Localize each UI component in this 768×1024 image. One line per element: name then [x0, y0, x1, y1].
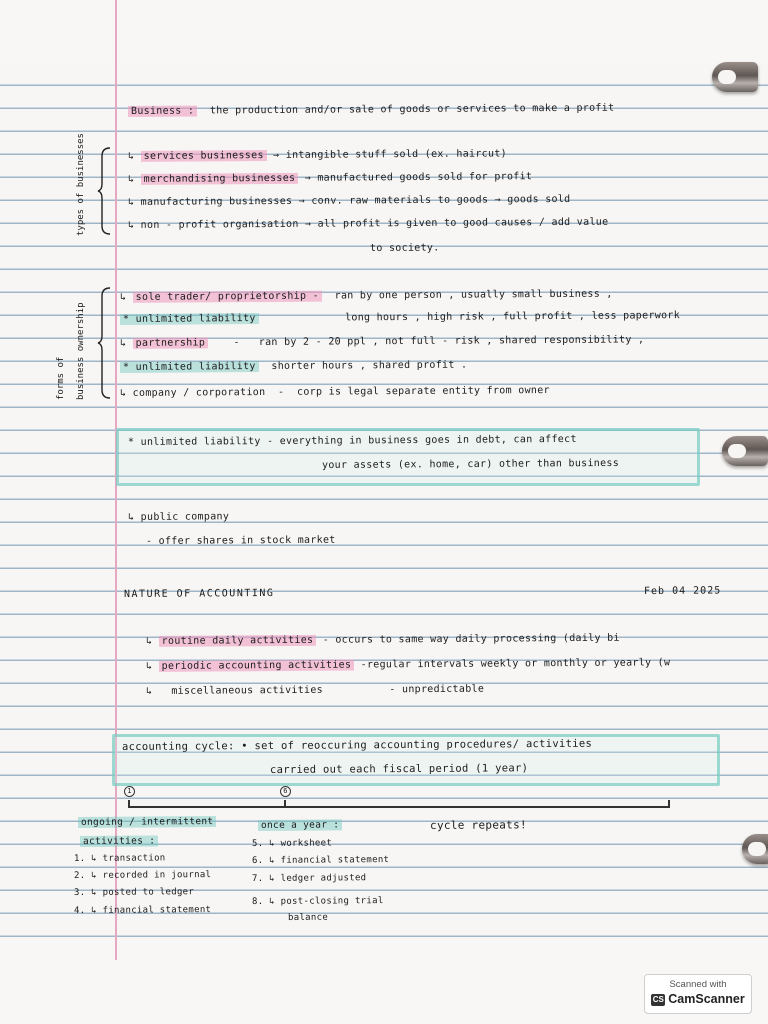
types-side-label: types of businesses: [76, 133, 86, 236]
arrow: →: [273, 149, 280, 161]
type-label: services businesses: [141, 150, 267, 162]
type-desc: conv. raw materials to goods → goods sold: [311, 193, 571, 207]
binder-ring-icon: [712, 62, 758, 92]
form-desc: long hours , high risk , full profit , less paperwork: [345, 310, 681, 324]
ongoing-header: ongoing / intermittent: [78, 816, 217, 828]
yearly-item: 5. ↳ worksheet: [251, 838, 333, 849]
form-row: ↳ company / corporation - corp is legal separate entity from owner: [119, 384, 550, 399]
form-desc: ran by 2 - 20 ppl , not full - risk , shared responsibility ,: [258, 334, 645, 349]
activity-row: ↳ miscellaneous activities - unpredictable: [145, 683, 485, 697]
definition-text: the production and/or sale of goods or services to make a profit: [209, 102, 615, 117]
type-continuation: to society.: [369, 242, 440, 254]
type-row: ↳ merchandising businesses → manufactured goods sold for profit: [127, 171, 533, 185]
ongoing-header: activities :: [80, 835, 158, 847]
dash: -: [233, 337, 240, 349]
public-label: public company: [140, 511, 230, 523]
yearly-item: 6. ↳ financial statement: [251, 855, 390, 866]
activity-row: ↳ routine daily activities - occurs to same way daily processing (daily bi: [145, 632, 620, 647]
dash: -: [322, 634, 330, 646]
camscanner-logo-icon: CS: [652, 994, 664, 1004]
cycle-def: • set of reoccuring accounting procedures/ activities: [241, 737, 593, 753]
form-desc: shorter hours , shared profit .: [271, 359, 468, 372]
public-company: ↳ public company: [127, 511, 230, 523]
type-desc: intangible stuff sold (ex. haircut): [285, 148, 507, 161]
cycle-label: accounting cycle:: [121, 740, 235, 753]
forms-side-label: business ownership: [76, 302, 86, 400]
form-desc: corp is legal separate entity from owner: [296, 384, 550, 398]
arrow: →: [304, 172, 312, 184]
form-row: ↳ sole trader/ proprietorship - ran by one person , usually small business ,: [119, 288, 613, 303]
scanner-brand-row: [645, 992, 751, 1006]
cycle-repeats: cycle repeats!: [429, 818, 527, 832]
scanner-brand: CamScanner: [668, 992, 745, 1006]
ongoing-item: 3. ↳ posted to ledger: [73, 887, 195, 898]
timeline-tick: [668, 800, 670, 808]
camscanner-watermark: [644, 974, 752, 1014]
yearly-item: balance: [287, 912, 329, 923]
activity-desc: occurs to same way daily processing (daily bi: [335, 632, 620, 646]
arrow: →: [304, 218, 312, 230]
type-desc: all profit is given to good causes / add value: [317, 216, 609, 230]
liability-label: * unlimited liability: [120, 361, 259, 373]
unlimited-line-1: * unlimited liability - everything in business goes in debt, can affect: [127, 433, 577, 448]
forms-side-label: forms of: [56, 356, 66, 400]
yearly-item: 7. ↳ ledger adjusted: [251, 873, 367, 884]
scanner-caption: Scanned with: [669, 979, 727, 990]
ongoing-item: 4. ↳ financial statement: [73, 905, 212, 916]
timeline-marker: 6: [280, 785, 291, 797]
definition-term: Business :: [128, 106, 197, 117]
timeline-tick: [128, 800, 130, 808]
ongoing-item: 1. ↳ transaction: [73, 853, 166, 864]
public-company-desc: - offer shares in stock market: [145, 534, 336, 547]
cycle-line-2: carried out each fiscal period (1 year): [269, 762, 529, 776]
timeline-marker: 1: [124, 785, 135, 797]
ongoing-item: 2. ↳ recorded in journal: [73, 870, 212, 881]
form-desc: ran by one person , usually small business ,: [334, 288, 613, 302]
yearly-header: once a year :: [258, 819, 342, 831]
type-label: merchandising businesses: [141, 173, 299, 185]
arrow: →: [298, 195, 306, 207]
dash: -: [389, 684, 396, 696]
types-bracket: [96, 146, 116, 236]
activity-label: routine daily activities: [159, 635, 317, 647]
form-label: partnership: [133, 337, 209, 349]
form-label: sole trader/ proprietorship -: [133, 291, 322, 303]
dash: -: [278, 386, 285, 398]
yearly-item: 8. ↳ post-closing trial: [251, 896, 384, 907]
type-row: ↳ services businesses → intangible stuff sold (ex. haircut): [127, 148, 507, 162]
liability-label: * unlimited liability: [120, 313, 259, 325]
section-heading: NATURE OF ACCOUNTING: [123, 587, 275, 600]
timeline-axis: [128, 806, 670, 808]
activity-desc: unpredictable: [401, 683, 485, 696]
binder-ring-icon: [742, 834, 768, 864]
form-label: company / corporation: [132, 386, 266, 399]
type-row: ↳ non - profit organisation → all profit is given to good causes / add value: [127, 216, 609, 231]
binder-ring-icon: [722, 436, 768, 466]
form-row: ↳ partnership - ran by 2 - 20 ppl , not full - risk , shared responsibility ,: [119, 334, 645, 349]
type-desc: manufactured goods sold for profit: [317, 171, 533, 184]
activity-desc: regular intervals weekly or monthly or yearly (w: [366, 657, 671, 671]
type-label: manufacturing businesses: [140, 195, 293, 208]
timeline-tick: [284, 800, 286, 808]
page-date: Feb 04 2025: [643, 585, 722, 597]
unlimited-line-2: your assets (ex. home, car) other than business: [321, 457, 620, 471]
forms-bracket: [96, 286, 116, 400]
activity-row: ↳ periodic accounting activities -regular intervals weekly or monthly or yearly (w: [145, 657, 671, 672]
activity-label: miscellaneous activities: [171, 684, 324, 697]
dash: -: [360, 659, 367, 671]
type-row: ↳ manufacturing businesses → conv. raw materials to goods → goods sold: [127, 193, 571, 208]
type-label: non - profit organisation: [140, 218, 299, 231]
activity-label: periodic accounting activities: [159, 660, 355, 672]
